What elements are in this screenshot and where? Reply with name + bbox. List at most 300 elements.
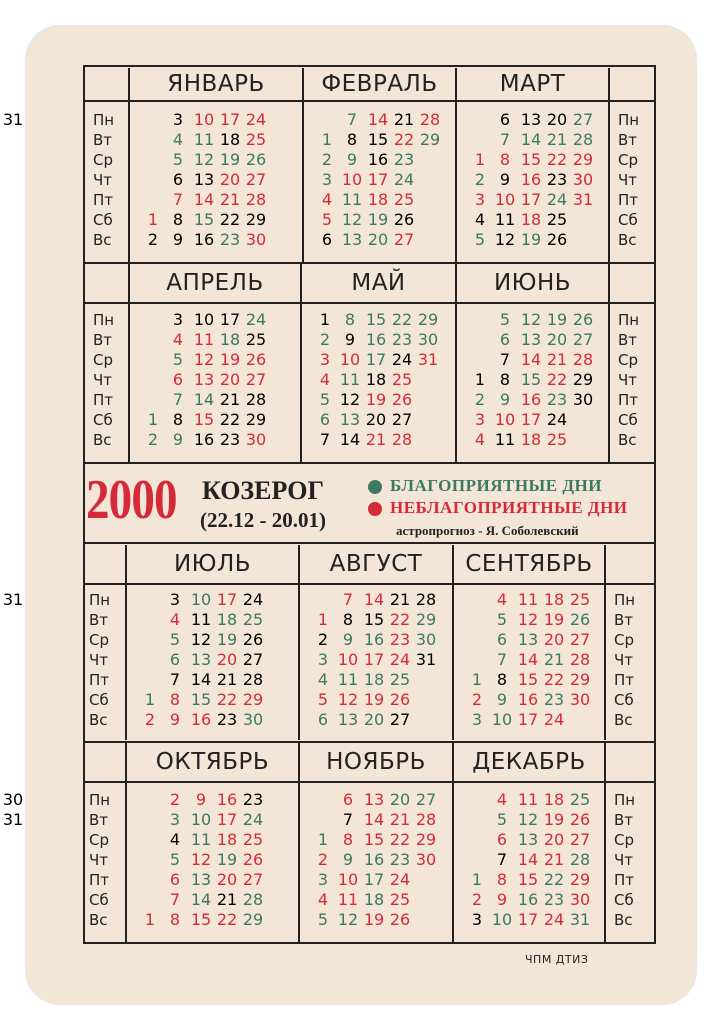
day-number: 19: [546, 310, 568, 329]
day-number: 7: [342, 590, 354, 609]
day-number: 20: [216, 650, 238, 669]
weekday-label: Пт: [93, 191, 114, 209]
day-number: 13: [520, 330, 542, 349]
day-number: 5: [499, 310, 511, 329]
day-number: 26: [569, 810, 591, 829]
day-number: 25: [393, 190, 415, 209]
day-number: 20: [389, 790, 411, 809]
day-number: 18: [543, 590, 565, 609]
day-number: 18: [219, 130, 241, 149]
day-number: 9: [169, 710, 181, 729]
day-number: 29: [419, 130, 441, 149]
day-number: 31: [572, 190, 594, 209]
day-number: 17: [520, 410, 542, 429]
weekday-label: Пт: [93, 391, 114, 409]
day-number: 13: [190, 870, 212, 889]
day-number: 16: [216, 790, 238, 809]
day-number: 23: [389, 630, 411, 649]
day-number: 15: [190, 910, 212, 929]
day-number: 28: [242, 670, 264, 689]
day-number: 23: [391, 330, 413, 349]
day-number: 16: [517, 690, 539, 709]
day-number: 17: [520, 190, 542, 209]
day-number: 1: [474, 150, 486, 169]
day-number: 8: [169, 690, 181, 709]
day-number: 1: [319, 310, 331, 329]
day-number: 13: [193, 370, 215, 389]
day-number: 29: [245, 410, 267, 429]
weekday-label: Сб: [614, 691, 634, 709]
weekday-label: Чт: [93, 371, 113, 389]
day-number: 27: [391, 410, 413, 429]
day-number: 28: [245, 190, 267, 209]
day-number: 22: [216, 690, 238, 709]
month-title: ФЕВРАЛЬ: [321, 71, 438, 97]
day-number: 30: [569, 890, 591, 909]
day-number: 30: [245, 230, 267, 249]
day-number: 6: [342, 790, 354, 809]
day-number: 12: [190, 630, 212, 649]
day-number: 30: [2, 790, 24, 809]
day-number: 6: [321, 230, 333, 249]
day-number: 16: [517, 890, 539, 909]
weekday-label: Вт: [89, 811, 109, 829]
day-number: 11: [193, 330, 215, 349]
day-number: 14: [517, 850, 539, 869]
day-number: 10: [494, 190, 516, 209]
year-title: 2000: [86, 469, 177, 531]
day-number: 3: [471, 710, 483, 729]
day-number: 5: [496, 810, 508, 829]
grid-rule: [608, 264, 610, 462]
day-number: 2: [471, 690, 483, 709]
day-number: 3: [169, 590, 181, 609]
day-number: 29: [417, 310, 439, 329]
day-number: 2: [319, 330, 331, 349]
day-number: 4: [172, 330, 184, 349]
day-number: 22: [389, 830, 411, 849]
day-number: 28: [569, 850, 591, 869]
weekday-label: Вт: [614, 611, 634, 629]
day-number: 7: [172, 390, 184, 409]
day-number: 21: [219, 190, 241, 209]
weekday-label: Вт: [618, 131, 638, 149]
day-number: 26: [242, 630, 264, 649]
day-number: 29: [569, 870, 591, 889]
day-number: 6: [319, 410, 331, 429]
grid-rule: [83, 462, 656, 464]
day-number: 25: [242, 830, 264, 849]
day-number: 31: [417, 350, 439, 369]
day-number: 21: [216, 670, 238, 689]
day-number: 10: [494, 410, 516, 429]
weekday-label: Сб: [89, 691, 109, 709]
day-number: 1: [471, 870, 483, 889]
weekday-label: Пт: [89, 671, 110, 689]
day-number: 25: [389, 890, 411, 909]
day-number: 2: [474, 170, 486, 189]
day-number: 12: [341, 210, 363, 229]
day-number: 14: [363, 590, 385, 609]
day-number: 10: [339, 350, 361, 369]
day-number: 3: [172, 310, 184, 329]
day-number: 17: [517, 710, 539, 729]
day-number: 2: [471, 890, 483, 909]
day-number: 15: [190, 690, 212, 709]
weekday-labels: [618, 110, 652, 250]
weekday-label: Ср: [618, 151, 638, 169]
day-number: 20: [546, 110, 568, 129]
weekday-labels: [618, 310, 652, 450]
weekday-label: Чт: [614, 851, 634, 869]
day-number: 12: [193, 150, 215, 169]
day-number: 6: [496, 630, 508, 649]
day-number: 3: [474, 190, 486, 209]
day-number: 5: [172, 150, 184, 169]
weekday-label: Вт: [93, 131, 113, 149]
day-number: 5: [169, 850, 181, 869]
weekday-label: Ср: [89, 631, 109, 649]
day-number: 11: [339, 370, 361, 389]
day-number: 30: [417, 330, 439, 349]
day-number: 8: [344, 310, 356, 329]
day-number: 28: [415, 810, 437, 829]
day-number: 22: [219, 210, 241, 229]
day-number: 4: [169, 610, 181, 629]
day-number: 5: [496, 610, 508, 629]
day-number: 2: [321, 150, 333, 169]
day-number: 18: [520, 430, 542, 449]
day-number: 7: [346, 110, 358, 129]
weekday-label: Ср: [93, 151, 113, 169]
day-number: 16: [520, 170, 542, 189]
day-number: 27: [245, 170, 267, 189]
weekday-label: Пт: [618, 391, 639, 409]
day-number: 28: [415, 590, 437, 609]
day-number: 27: [245, 370, 267, 389]
day-number: 8: [172, 410, 184, 429]
day-number: 24: [242, 590, 264, 609]
day-number: 2: [317, 630, 329, 649]
day-number: 11: [337, 670, 359, 689]
day-number: 14: [363, 810, 385, 829]
day-number: 14: [193, 390, 215, 409]
weekday-label: Пн: [89, 591, 111, 609]
day-number: 9: [172, 230, 184, 249]
day-number: 24: [389, 650, 411, 669]
day-number: 22: [546, 370, 568, 389]
day-number: 23: [219, 430, 241, 449]
day-number: 25: [245, 130, 267, 149]
day-number: 5: [172, 350, 184, 369]
day-number: 9: [195, 790, 207, 809]
day-number: 24: [543, 710, 565, 729]
day-number: 22: [389, 610, 411, 629]
grid-rule: [83, 781, 656, 783]
day-number: 14: [339, 430, 361, 449]
day-number: 1: [471, 670, 483, 689]
day-number: 3: [319, 350, 331, 369]
day-number: 25: [389, 670, 411, 689]
weekday-label: Ср: [614, 631, 634, 649]
day-number: 12: [337, 690, 359, 709]
day-number: 17: [365, 350, 387, 369]
day-number: 9: [342, 850, 354, 869]
day-number: 13: [363, 790, 385, 809]
day-number: 2: [144, 710, 156, 729]
day-number: 7: [496, 850, 508, 869]
zodiac-sign: КОЗЕРОГ: [202, 476, 324, 505]
day-number: 18: [216, 610, 238, 629]
day-number: 4: [474, 210, 486, 229]
day-number: 1: [144, 910, 156, 929]
month-title: МАРТ: [499, 71, 566, 97]
day-number: 7: [499, 130, 511, 149]
day-number: 21: [393, 110, 415, 129]
day-number: 28: [572, 350, 594, 369]
day-number: 19: [543, 810, 565, 829]
day-number: 21: [543, 850, 565, 869]
day-number: 4: [317, 670, 329, 689]
day-number: 24: [393, 170, 415, 189]
day-number: 27: [242, 870, 264, 889]
day-number: 15: [363, 830, 385, 849]
day-number: 23: [546, 170, 568, 189]
day-number: 31: [415, 650, 437, 669]
weekday-label: Вс: [89, 911, 108, 929]
day-number: 16: [190, 710, 212, 729]
day-number: 23: [389, 850, 411, 869]
weekday-label: Пн: [614, 591, 636, 609]
day-number: 30: [242, 710, 264, 729]
weekday-label: Вт: [93, 331, 113, 349]
day-number: 6: [172, 170, 184, 189]
weekday-labels: [93, 310, 127, 450]
day-number: 23: [393, 150, 415, 169]
day-number: 16: [367, 150, 389, 169]
day-number: 12: [517, 810, 539, 829]
day-number: 9: [342, 630, 354, 649]
day-number: 11: [494, 430, 516, 449]
day-number: 23: [543, 690, 565, 709]
day-number: 17: [363, 650, 385, 669]
day-number: 27: [572, 110, 594, 129]
day-number: 17: [216, 590, 238, 609]
day-number: 16: [193, 230, 215, 249]
day-number: 4: [321, 190, 333, 209]
day-number: 29: [572, 370, 594, 389]
day-number: 30: [245, 430, 267, 449]
day-number: 20: [219, 170, 241, 189]
day-number: 22: [543, 870, 565, 889]
day-number: 24: [245, 310, 267, 329]
day-number: 17: [367, 170, 389, 189]
day-number: 19: [219, 350, 241, 369]
day-number: 29: [245, 210, 267, 229]
day-number: 24: [242, 810, 264, 829]
day-number: 11: [517, 590, 539, 609]
weekday-label: Вс: [614, 711, 633, 729]
day-number: 6: [499, 330, 511, 349]
day-number: 6: [169, 650, 181, 669]
day-number: 6: [499, 110, 511, 129]
day-number: 25: [569, 590, 591, 609]
day-number: 1: [474, 370, 486, 389]
day-number: 16: [520, 390, 542, 409]
grid-rule: [83, 302, 656, 304]
day-number: 22: [216, 910, 238, 929]
day-number: 8: [342, 610, 354, 629]
day-number: 30: [569, 690, 591, 709]
day-number: 21: [543, 650, 565, 669]
day-number: 27: [389, 710, 411, 729]
day-number: 14: [517, 650, 539, 669]
day-number: 28: [242, 890, 264, 909]
day-number: 9: [172, 430, 184, 449]
day-number: 8: [496, 670, 508, 689]
day-number: 21: [365, 430, 387, 449]
weekday-label: Сб: [618, 211, 638, 229]
day-number: 19: [219, 150, 241, 169]
day-number: 15: [520, 150, 542, 169]
day-number: 16: [365, 330, 387, 349]
weekday-labels: [93, 110, 127, 250]
month-title: АПРЕЛЬ: [166, 270, 264, 296]
day-number: 5: [319, 390, 331, 409]
day-number: 3: [317, 650, 329, 669]
grid-rule: [83, 262, 656, 264]
month-title: ИЮЛЬ: [173, 551, 252, 577]
weekday-label: Пт: [614, 871, 635, 889]
day-number: 4: [496, 790, 508, 809]
day-number: 8: [499, 150, 511, 169]
day-number: 7: [496, 650, 508, 669]
weekday-label: Пн: [618, 111, 640, 129]
day-number: 26: [245, 150, 267, 169]
day-number: 26: [391, 390, 413, 409]
day-number: 18: [543, 790, 565, 809]
day-number: 20: [216, 870, 238, 889]
day-number: 18: [363, 890, 385, 909]
day-number: 18: [365, 370, 387, 389]
month-title: ОКТЯБРЬ: [155, 749, 270, 775]
day-number: 21: [216, 890, 238, 909]
day-number: 10: [190, 590, 212, 609]
day-number: 20: [543, 630, 565, 649]
day-number: 9: [346, 150, 358, 169]
day-number: 10: [491, 910, 513, 929]
day-number: 2: [169, 790, 181, 809]
day-number: 21: [546, 130, 568, 149]
day-number: 12: [517, 610, 539, 629]
month-title: ИЮНЬ: [493, 270, 572, 296]
day-number: 1: [317, 830, 329, 849]
day-number: 31: [2, 110, 24, 129]
weekday-label: Чт: [614, 651, 634, 669]
day-number: 1: [144, 690, 156, 709]
weekday-label: Пт: [89, 871, 110, 889]
day-number: 10: [337, 650, 359, 669]
day-number: 26: [546, 230, 568, 249]
day-number: 1: [317, 610, 329, 629]
day-number: 9: [344, 330, 356, 349]
weekday-label: Пн: [89, 791, 111, 809]
day-number: 3: [317, 870, 329, 889]
day-number: 15: [520, 370, 542, 389]
zodiac-range: (22.12 - 20.01): [200, 508, 326, 532]
day-number: 1: [147, 410, 159, 429]
day-number: 20: [365, 410, 387, 429]
day-number: 26: [569, 610, 591, 629]
astro-credit: астропрогноз - Я. Соболевский: [396, 523, 579, 538]
weekday-label: Пт: [614, 671, 635, 689]
month-title: МАЙ: [351, 270, 406, 296]
day-number: 19: [216, 850, 238, 869]
weekday-label: Ср: [614, 831, 634, 849]
day-number: 25: [242, 610, 264, 629]
day-number: 13: [517, 830, 539, 849]
weekday-label: Вс: [614, 911, 633, 929]
day-number: 13: [190, 650, 212, 669]
day-number: 3: [474, 410, 486, 429]
day-number: 11: [190, 830, 212, 849]
weekday-label: Вс: [89, 711, 108, 729]
day-number: 11: [494, 210, 516, 229]
day-number: 27: [393, 230, 415, 249]
day-number: 15: [365, 310, 387, 329]
day-number: 20: [543, 830, 565, 849]
day-number: 31: [2, 810, 24, 829]
day-number: 31: [569, 910, 591, 929]
day-number: 22: [546, 150, 568, 169]
day-number: 14: [190, 670, 212, 689]
day-number: 26: [572, 310, 594, 329]
day-number: 6: [172, 370, 184, 389]
day-number: 28: [569, 650, 591, 669]
month-title: ДЕКАБРЬ: [472, 749, 586, 775]
day-number: 22: [219, 410, 241, 429]
day-number: 28: [572, 130, 594, 149]
day-number: 5: [474, 230, 486, 249]
weekday-label: Вт: [618, 331, 638, 349]
day-number: 17: [219, 310, 241, 329]
day-number: 7: [172, 190, 184, 209]
day-number: 2: [147, 230, 159, 249]
day-number: 25: [546, 210, 568, 229]
day-number: 21: [219, 390, 241, 409]
month-title: АВГУСТ: [329, 551, 423, 577]
day-number: 24: [546, 190, 568, 209]
day-number: 24: [391, 350, 413, 369]
day-number: 26: [389, 910, 411, 929]
day-number: 7: [499, 350, 511, 369]
day-number: 8: [499, 370, 511, 389]
weekday-label: Сб: [618, 411, 638, 429]
day-number: 17: [517, 910, 539, 929]
weekday-label: Вт: [89, 611, 109, 629]
grid-rule: [83, 741, 656, 743]
day-number: 2: [147, 430, 159, 449]
day-number: 28: [245, 390, 267, 409]
legend-unfavorable: НЕБЛАГОПРИЯТНЫЕ ДНИ: [390, 498, 628, 517]
day-number: 29: [415, 610, 437, 629]
day-number: 11: [193, 130, 215, 149]
day-number: 16: [193, 430, 215, 449]
day-number: 12: [520, 310, 542, 329]
day-number: 9: [499, 170, 511, 189]
day-number: 18: [216, 830, 238, 849]
month-title: СЕНТЯБРЬ: [465, 551, 593, 577]
